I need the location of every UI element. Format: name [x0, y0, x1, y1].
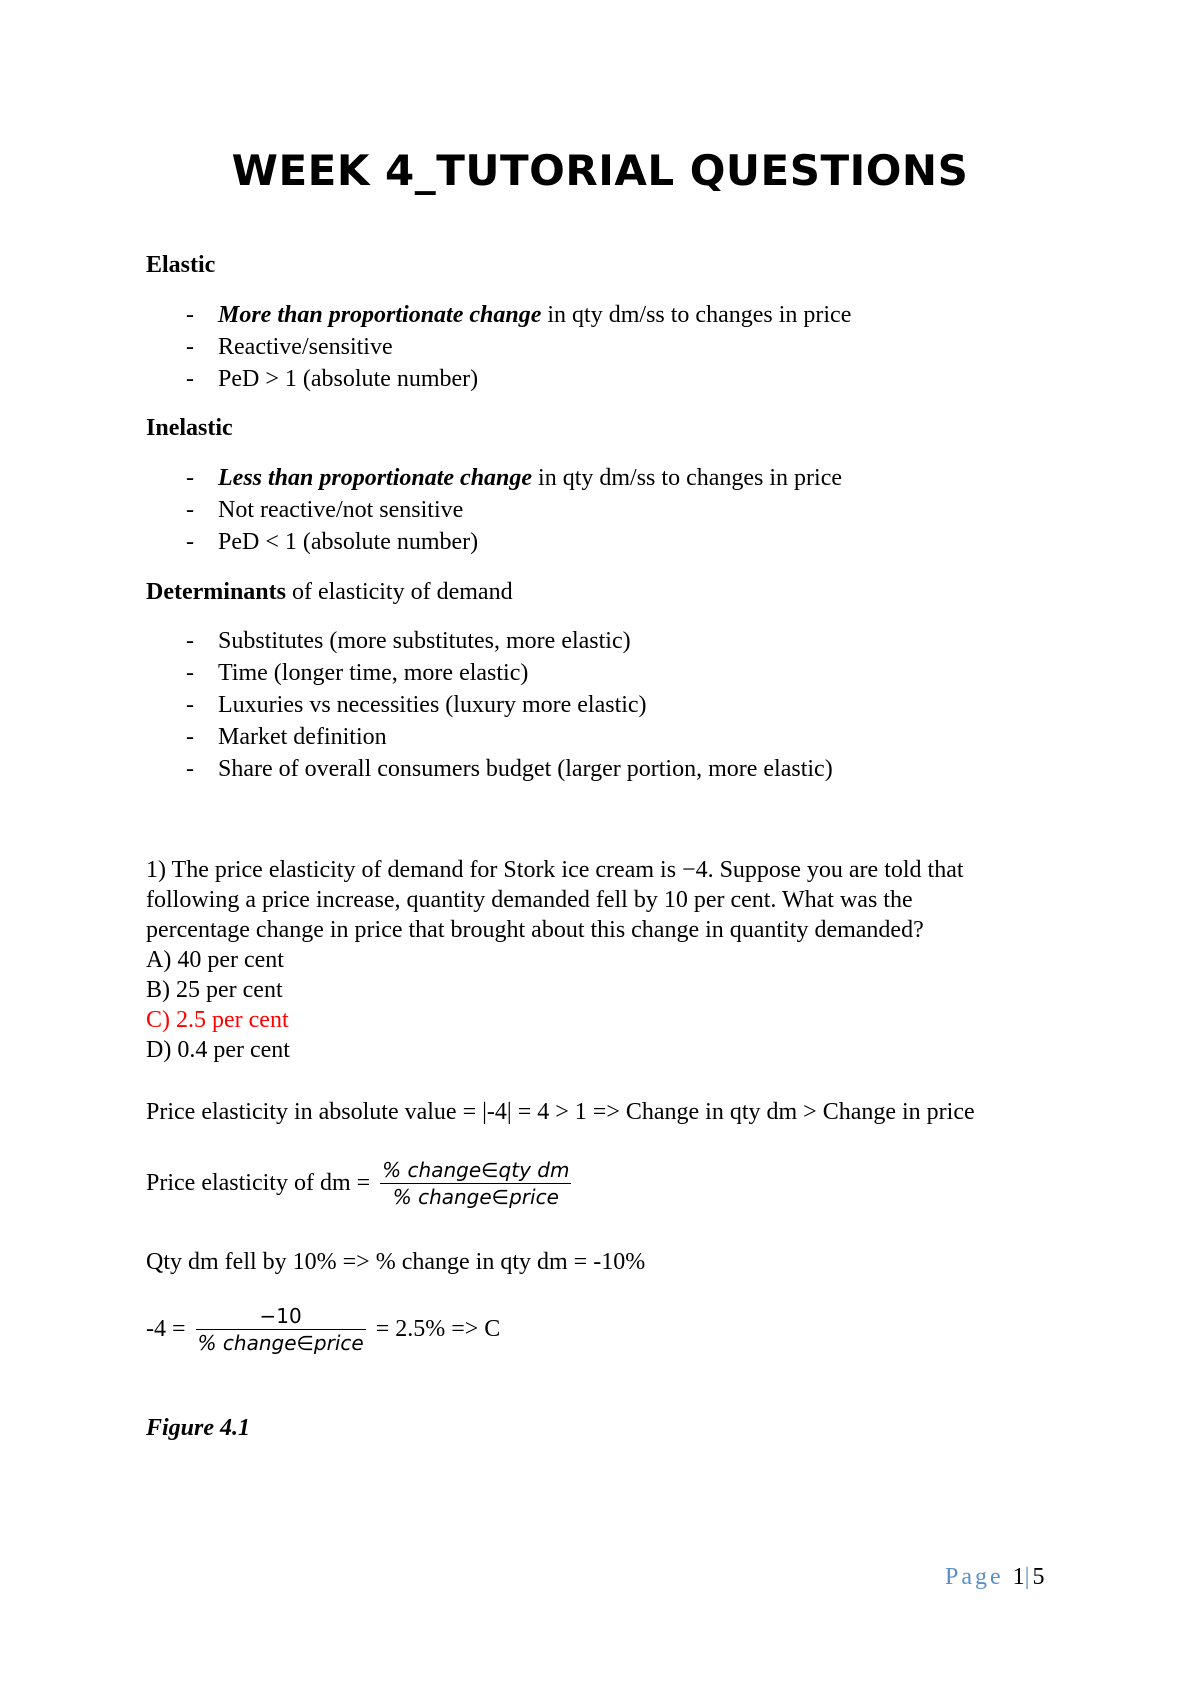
list-item-text: Market definition [218, 724, 387, 750]
answer-option-a: A) 40 per cent [146, 947, 284, 973]
list-item [146, 690, 833, 722]
list-item [146, 658, 833, 690]
list-item-text: Luxuries vs necessities (luxury more elastic) [218, 692, 647, 718]
list-item-text: Time (longer time, more elastic) [218, 660, 529, 686]
dash-marker: - [186, 302, 194, 328]
list-item-text: in qty dm/ss to changes in price [532, 465, 842, 491]
list-item [146, 722, 833, 754]
determinants-list [146, 626, 833, 786]
dash-marker: - [186, 465, 194, 491]
list-item [146, 495, 842, 527]
page-footer [945, 1564, 1044, 1591]
dash-marker: - [186, 660, 194, 686]
answer-option-c-highlighted: C) 2.5 per cent [146, 1007, 289, 1033]
dash-marker: - [186, 692, 194, 718]
page-number: 1 [1012, 1564, 1025, 1590]
dash-marker: - [186, 497, 194, 523]
list-item [146, 364, 851, 396]
list-item-text: PeD < 1 (absolute number) [218, 529, 479, 555]
determinants-heading-rest: of elasticity of demand [285, 579, 513, 605]
elastic-list [146, 300, 851, 396]
solution-line-1: Price elasticity in absolute value = |-4| = 4 > 1 => Change in qty dm > Change in price [146, 1099, 975, 1125]
formula-prefix: Price elasticity of dm = [146, 1170, 377, 1196]
list-item-text: in qty dm/ss to changes in price [541, 302, 852, 328]
page-separator: | [1024, 1564, 1033, 1590]
emphasis-text: More than proportionate change [218, 302, 542, 328]
list-item-text: Substitutes (more substitutes, more elastic) [218, 628, 631, 654]
list-item-text: Reactive/sensitive [218, 334, 393, 360]
fraction [196, 1303, 366, 1356]
elasticity-formula [146, 1157, 575, 1210]
list-item [146, 300, 851, 332]
inelastic-heading: Inelastic [146, 415, 233, 441]
fraction-numerator: % change∈qty dm [382, 1158, 570, 1182]
determinants-heading [146, 577, 513, 608]
list-item-text: PeD > 1 (absolute number) [218, 366, 479, 392]
answer-option-b: B) 25 per cent [146, 977, 283, 1003]
question-text-line: percentage change in price that brought about this change in quantity demanded? [146, 917, 924, 943]
list-item [146, 626, 833, 658]
solution-line-3: Qty dm fell by 10% => % change in qty dm = -10% [146, 1249, 646, 1275]
dash-marker: - [186, 334, 194, 360]
elastic-heading: Elastic [146, 252, 216, 278]
list-item [146, 527, 842, 559]
question-text-line: 1) The price elasticity of demand for Stork ice cream is −4. Suppose you are told that [146, 857, 964, 883]
page-word: Page [945, 1564, 1004, 1590]
list-item-text: Not reactive/not sensitive [218, 497, 464, 523]
fraction-numerator: −10 [196, 1303, 366, 1330]
dash-marker: - [186, 628, 194, 654]
list-item [146, 463, 842, 495]
figure-label: Figure 4.1 [146, 1415, 251, 1441]
page-title: WEEK 4_TUTORIAL QUESTIONS [231, 146, 969, 195]
solution-equation [146, 1303, 500, 1356]
dash-marker: - [186, 366, 194, 392]
dash-marker: - [186, 756, 194, 782]
list-item-text: Share of overall consumers budget (larger portion, more elastic) [218, 756, 833, 782]
inelastic-list [146, 463, 842, 559]
question-1 [146, 855, 964, 1065]
fraction [380, 1157, 571, 1210]
equation-prefix: -4 = [146, 1316, 192, 1342]
dash-marker: - [186, 529, 194, 555]
determinants-heading-bold: Determinants [146, 579, 286, 605]
equation-suffix: = 2.5% => C [369, 1316, 501, 1342]
answer-option-d: D) 0.4 per cent [146, 1037, 290, 1063]
dash-marker: - [186, 724, 194, 750]
page-total: 5 [1032, 1564, 1045, 1590]
fraction-denominator: % change∈price [197, 1331, 364, 1355]
emphasis-text: Less than proportionate change [218, 465, 533, 491]
list-item [146, 332, 851, 364]
fraction-denominator: % change∈price [392, 1185, 559, 1209]
question-text-line: following a price increase, quantity demanded fell by 10 per cent. What was the [146, 887, 913, 913]
list-item [146, 754, 833, 786]
